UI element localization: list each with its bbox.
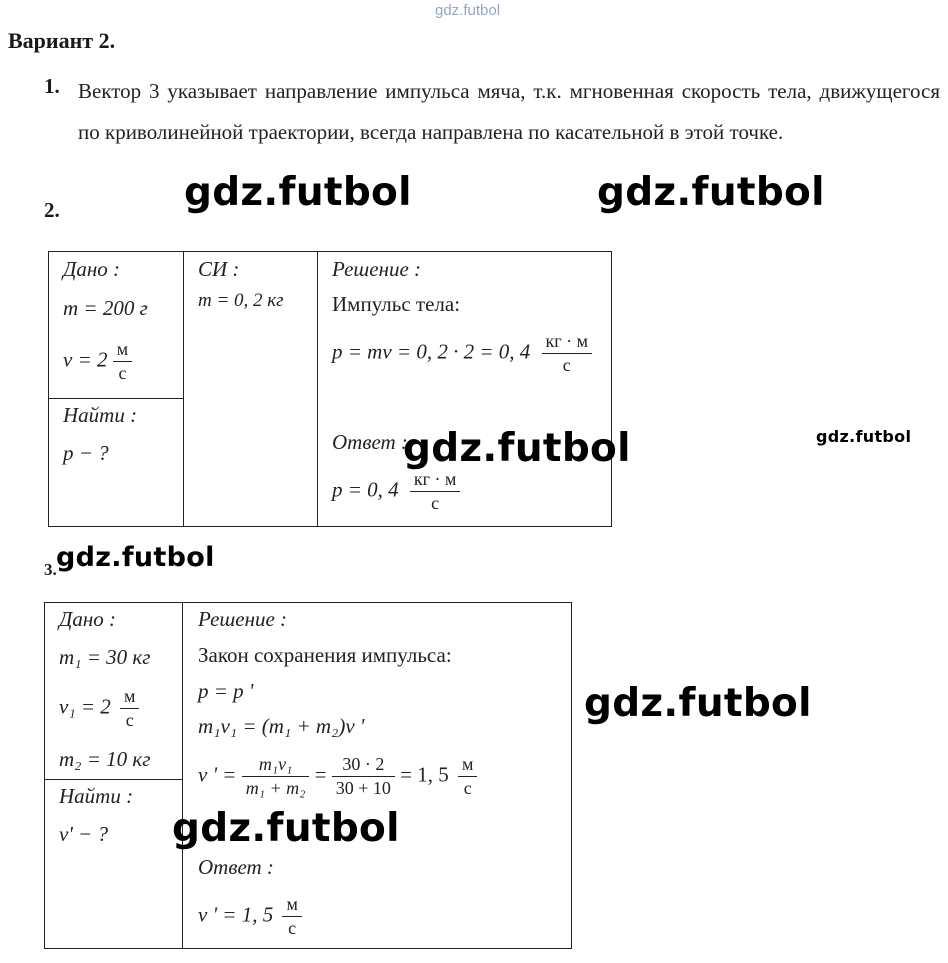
task3-find-cell [45, 780, 183, 949]
watermark-top: gdz.futbol [435, 2, 501, 19]
task3-find-value: v' − ? [59, 822, 108, 846]
task3-eq3-unit [458, 753, 477, 800]
task1-text [78, 71, 940, 153]
task2-solution-cell [318, 252, 612, 527]
unit-denominator: с [125, 710, 134, 730]
unit-denominator: с [463, 778, 472, 798]
watermark: gdz.futbol [56, 542, 215, 573]
unit-denominator: с [562, 355, 571, 375]
task3-solution-header: Решение : [198, 607, 288, 631]
page-title [8, 28, 115, 54]
unit-denominator: с [118, 363, 127, 383]
task2-formula-text: p = mv = 0, 2 · 2 = 0, 4 [332, 339, 531, 364]
task3-given-header: Дано : [59, 607, 117, 631]
unit-numerator: м [120, 685, 139, 709]
task3-answer [198, 893, 302, 940]
fraction-numerator: 30 · 2 [332, 753, 395, 777]
task2-given-cell [49, 252, 184, 399]
unit-numerator: кг · м [410, 468, 461, 492]
task2-si-cell [184, 252, 318, 527]
task2-find-value: p − ? [63, 441, 109, 465]
task2-answer [332, 468, 460, 515]
fraction-denominator: m₁ + m₂ [245, 778, 306, 798]
task2-find-cell [49, 399, 184, 527]
task3-eq3-frac1 [242, 753, 310, 800]
task3-eq2: m₁v₁ = (m₁ + m₂)v ' [198, 714, 365, 738]
unit-numerator: кг · м [542, 330, 593, 354]
task3-eq3-lhs: v ' = [198, 762, 237, 787]
watermark: gdz.futbol [172, 806, 400, 851]
task3-law: Закон сохранения импульса: [198, 643, 452, 667]
task2-answer-unit [410, 468, 461, 515]
task2-find-header: Найти : [63, 403, 138, 427]
watermark: gdz.futbol [816, 427, 912, 446]
task2-si-value: m = 0, 2 кг [198, 290, 284, 311]
task3-number: 3. [44, 560, 57, 579]
fraction-numerator: m₁v₁ [242, 753, 310, 777]
task2-solution-header: Решение : [332, 257, 422, 281]
title-label: Вариант 2 [8, 28, 110, 53]
task3-given-m2: m₂ = 10 кг [59, 747, 151, 771]
task3-answer-unit [282, 893, 301, 940]
task3-given-m1: m₁ = 30 кг [59, 645, 151, 669]
task1-paragraph: Вектор 3 указывает направление импульса мяча, т.к. мгновенная скорость тела, движущегося по криволинейной траектории, всегда направлена по касательной в этой точке. [78, 79, 940, 144]
task3-eq3 [198, 753, 477, 800]
task2-number: 2. [44, 198, 60, 222]
task3-answer-header: Ответ : [198, 855, 274, 879]
task2-solution-text: Импульс тела: [332, 292, 461, 316]
task1-number: 1. [44, 74, 60, 98]
task2-formula-unit [542, 330, 593, 377]
task3-answer-text: v ' = 1, 5 [198, 902, 274, 927]
task3-solution-cell [183, 603, 572, 949]
watermark: gdz.futbol [584, 681, 812, 726]
task3-eq3-frac2 [332, 753, 395, 800]
task3-find-header: Найти : [59, 784, 134, 808]
title-dot: . [109, 28, 116, 53]
task3-given-cell [45, 603, 183, 780]
task2-given-header: Дано : [63, 257, 121, 281]
task2-given-mass: m = 200 г [63, 296, 148, 320]
fraction-denominator: 30 + 10 [335, 778, 391, 798]
task2-table [48, 251, 612, 527]
task3-eq1: p = p ' [198, 679, 254, 703]
task3-eq3-result: = 1, 5 [400, 762, 449, 787]
task2-velocity-unit [113, 338, 132, 385]
watermark: gdz.futbol [597, 170, 825, 215]
task3-table [44, 602, 572, 949]
task3-v1-unit [120, 685, 139, 732]
task2-formula [332, 330, 592, 377]
unit-denominator: с [288, 918, 297, 938]
unit-numerator: м [458, 753, 477, 777]
watermark: gdz.futbol [184, 170, 412, 215]
watermark: gdz.futbol [403, 426, 631, 471]
unit-numerator: м [113, 338, 132, 362]
task3-v1-text: v₁ = 2 [59, 694, 111, 719]
task2-answer-header: Ответ : [332, 430, 408, 454]
unit-denominator: с [431, 493, 440, 513]
task2-velocity-text: v = 2 [63, 347, 108, 372]
task2-given-velocity [63, 338, 132, 385]
task2-si-header: СИ : [198, 257, 240, 281]
task2-answer-text: p = 0, 4 [332, 477, 399, 502]
task3-given-v1 [59, 685, 139, 732]
task3-eq3-eq: = [314, 762, 327, 787]
unit-numerator: м [282, 893, 301, 917]
